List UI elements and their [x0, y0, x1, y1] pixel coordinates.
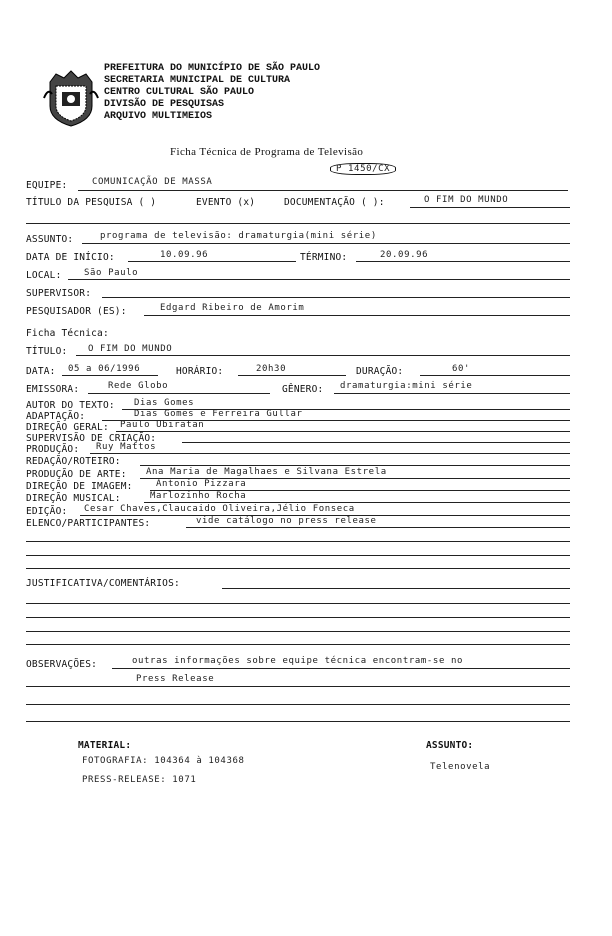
data-label: DATA: [26, 366, 56, 377]
header-line: ARQUIVO MULTIMEIOS [104, 111, 213, 122]
edicao-value: Cesar Chaves,Claucaido Oliveira,Jélio Fonseca [84, 504, 355, 514]
titulo-label: TÍTULO: [26, 346, 68, 357]
direcao-imagem-value: Antonio Pizzara [156, 479, 247, 489]
titulo-pesquisa-label: TÍTULO DA PESQUISA ( ) [26, 197, 157, 208]
header-line: PREFEITURA DO MUNICÍPIO DE SÃO PAULO [104, 63, 321, 74]
termino-label: TÉRMINO: [300, 252, 348, 263]
header-line: CENTRO CULTURAL SÃO PAULO [104, 87, 255, 98]
redacao-roteiro-label: REDAÇÃO/ROTEIRO: [26, 456, 121, 467]
direcao-musical-value: Marlozinho Rocha [150, 491, 247, 501]
header-line: DIVISÃO DE PESQUISAS [104, 99, 225, 110]
header-block [104, 63, 320, 123]
pesquisador-value: Edgard Ribeiro de Amorim [160, 303, 305, 313]
fotografia-value: FOTOGRAFIA: 104364 à 104368 [82, 756, 245, 766]
termino-value: 20.09.96 [380, 250, 429, 260]
data-inicio-label: DATA DE INÍCIO: [26, 252, 115, 263]
catalog-stamp: P 1450/CX [330, 163, 396, 175]
supervisor-label: SUPERVISOR: [26, 288, 92, 299]
pesquisador-label: PESQUISADOR (ES): [26, 306, 127, 317]
data-value: 05 a 06/1996 [68, 364, 141, 374]
form-title: Ficha Técnica de Programa de Televisão [170, 146, 364, 158]
footer-assunto-value: Telenovela [430, 762, 491, 772]
titulo-value: O FIM DO MUNDO [88, 344, 173, 354]
observacoes-line1: outras informações sobre equipe técnica encontram-se no [132, 656, 464, 666]
assunto-label: ASSUNTO: [26, 234, 74, 245]
direcao-geral-value: Paulo Ubiratan [120, 420, 205, 430]
titulo-pesquisa-value: O FIM DO MUNDO [424, 195, 509, 205]
justificativa-label: JUSTIFICATIVA/COMENTÁRIOS: [26, 578, 180, 589]
duracao-label: DURAÇÃO: [356, 366, 404, 377]
genero-value: dramaturgia:mini série [340, 381, 473, 391]
observacoes-line2: Press Release [136, 674, 215, 684]
equipe-label: EQUIPE: [26, 180, 68, 191]
header-line: SECRETARIA MUNICIPAL DE CULTURA [104, 75, 291, 86]
municipal-seal-icon [42, 68, 100, 128]
adaptacao-label: ADAPTAÇÃO: [26, 411, 86, 422]
producao-arte-label: PRODUÇÃO DE ARTE: [26, 469, 127, 480]
autor-value: Dias Gomes [134, 398, 195, 408]
emissora-label: EMISSORA: [26, 384, 80, 395]
adaptacao-value: Dias Gomes e Ferreira Gullar [134, 409, 303, 419]
assunto-value: programa de televisão: dramaturgia(mini série) [100, 231, 377, 241]
horario-value: 20h30 [256, 364, 287, 374]
emissora-value: Rede Globo [108, 381, 169, 391]
producao-label: PRODUÇÃO: [26, 444, 80, 455]
duracao-value: 60' [452, 364, 471, 374]
elenco-value: vide catálogo no press release [196, 516, 377, 526]
observacoes-label: OBSERVAÇÕES: [26, 659, 98, 670]
edicao-label: EDIÇÃO: [26, 506, 68, 517]
material-label: MATERIAL: [78, 740, 132, 751]
supervisao-criacao-label: SUPERVISÃO DE CRIAÇÃO: [26, 433, 157, 444]
direcao-geral-label: DIREÇÃO GERAL: [26, 422, 109, 433]
press-release-value: PRESS-RELEASE: 1071 [82, 775, 197, 785]
direcao-imagem-label: DIREÇÃO DE IMAGEM: [26, 481, 133, 492]
genero-label: GÊNERO: [282, 384, 324, 395]
local-value: São Paulo [84, 268, 139, 278]
direcao-musical-label: DIREÇÃO MUSICAL: [26, 493, 121, 504]
ficha-heading: Ficha Técnica: [26, 328, 109, 339]
producao-arte-value: Ana Maria de Magalhaes e Silvana Estrela [146, 467, 387, 477]
local-label: LOCAL: [26, 270, 62, 281]
equipe-value: COMUNICAÇÃO DE MASSA [92, 177, 213, 187]
producao-value: Ruy Mattos [96, 442, 157, 452]
data-inicio-value: 10.09.96 [160, 250, 209, 260]
autor-label: AUTOR DO TEXTO: [26, 400, 115, 411]
evento-label: EVENTO (x) [196, 197, 256, 208]
horario-label: HORÁRIO: [176, 366, 224, 377]
footer-assunto-label: ASSUNTO: [426, 740, 474, 751]
elenco-label: ELENCO/PARTICIPANTES: [26, 518, 151, 529]
documentacao-label: DOCUMENTAÇÃO ( ): [284, 197, 385, 208]
